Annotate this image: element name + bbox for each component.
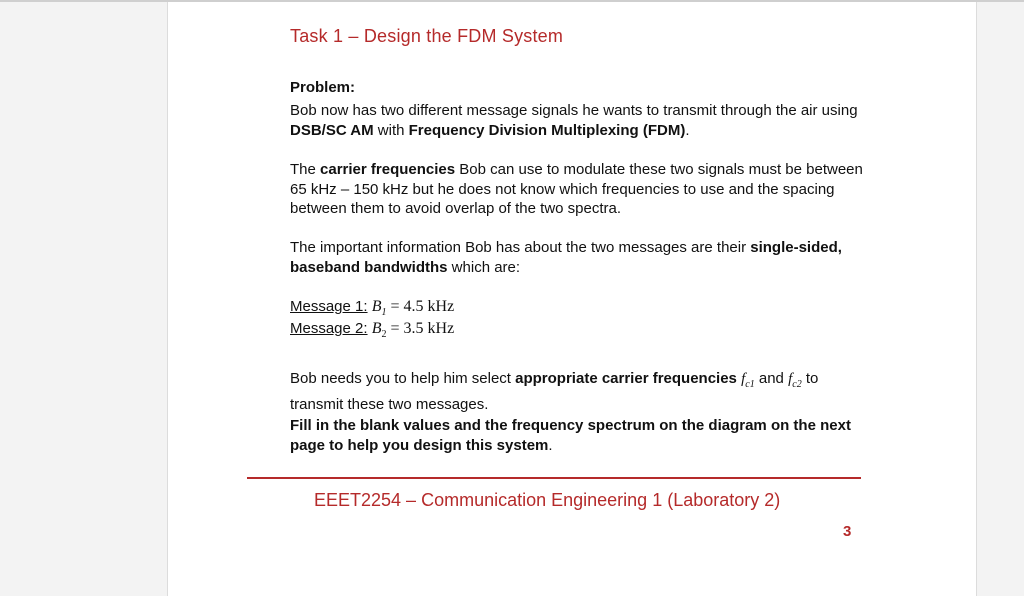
bandwidth-subscript: 1	[381, 307, 387, 319]
paragraph-request	[290, 369, 870, 414]
fc1-symbol	[741, 371, 755, 390]
message-1-line	[290, 298, 454, 318]
message-2-formula	[371, 320, 455, 341]
bold-fdm: Frequency Division Multiplexing (FDM)	[408, 121, 686, 139]
page-number: 3	[843, 523, 852, 540]
message-2-line	[290, 320, 454, 340]
fc1-subscript: c1	[745, 379, 755, 390]
bandwidth-symbol: B	[371, 320, 382, 337]
bold-bandwidth-term: single-sided, baseband bandwidths	[290, 239, 842, 276]
document-page	[167, 2, 977, 596]
fc2-letter: f	[788, 371, 793, 387]
bold-dsb-sc-am: DSB/SC AM	[290, 121, 374, 139]
text-span: The important information Bob has about the two messages are their	[290, 239, 751, 256]
text-span: Bob can use to modulate these two signals must be between 65 kHz – 150 kHz but he does not know which frequencies to use and the spacing between them to avoid overlap of the two spectra.	[290, 161, 863, 217]
text-span: .	[548, 436, 553, 454]
page-title: Task 1 – Design the FDM System	[290, 26, 564, 46]
problem-heading: Problem:	[290, 79, 356, 96]
footer-divider	[247, 477, 861, 479]
bandwidth-subscript: 2	[381, 329, 387, 341]
paragraph-carrier-range	[290, 160, 870, 219]
message-1-value: = 4.5 kHz	[390, 298, 455, 315]
fc2-symbol	[788, 371, 802, 390]
fc2-subscript: c2	[792, 379, 802, 390]
fc1-letter: f	[741, 371, 746, 387]
text-span: .	[685, 121, 690, 139]
bandwidth-symbol: B	[371, 298, 382, 315]
bold-instruction: Fill in the blank values and the frequency spectrum on the diagram on the next page to help you design this system	[290, 417, 851, 454]
bold-carrier-frequencies: carrier frequencies	[320, 161, 456, 178]
paragraph-instruction	[290, 416, 860, 455]
message-2-value: = 3.5 kHz	[390, 320, 455, 337]
message-1-formula	[371, 298, 455, 319]
text-span: with	[373, 121, 409, 139]
text-span: The	[290, 161, 321, 178]
text-span: Bob needs you to help him select	[290, 370, 516, 387]
message-1-label: Message 1:	[290, 298, 368, 315]
text-span: to transmit these two messages.	[290, 370, 819, 413]
message-2-label: Message 2:	[290, 320, 368, 337]
text-span: and	[754, 370, 789, 387]
footer-course-title: EEET2254 – Communication Engineering 1 (Laboratory 2)	[314, 490, 781, 510]
text-span: Bob now has two different message signals he wants to transmit through the air using	[290, 102, 858, 119]
paragraph-intro	[290, 101, 870, 140]
paragraph-bandwidths	[290, 238, 870, 277]
bold-appropriate-carriers: appropriate carrier frequencies	[515, 370, 737, 387]
text-span: which are:	[447, 258, 521, 276]
